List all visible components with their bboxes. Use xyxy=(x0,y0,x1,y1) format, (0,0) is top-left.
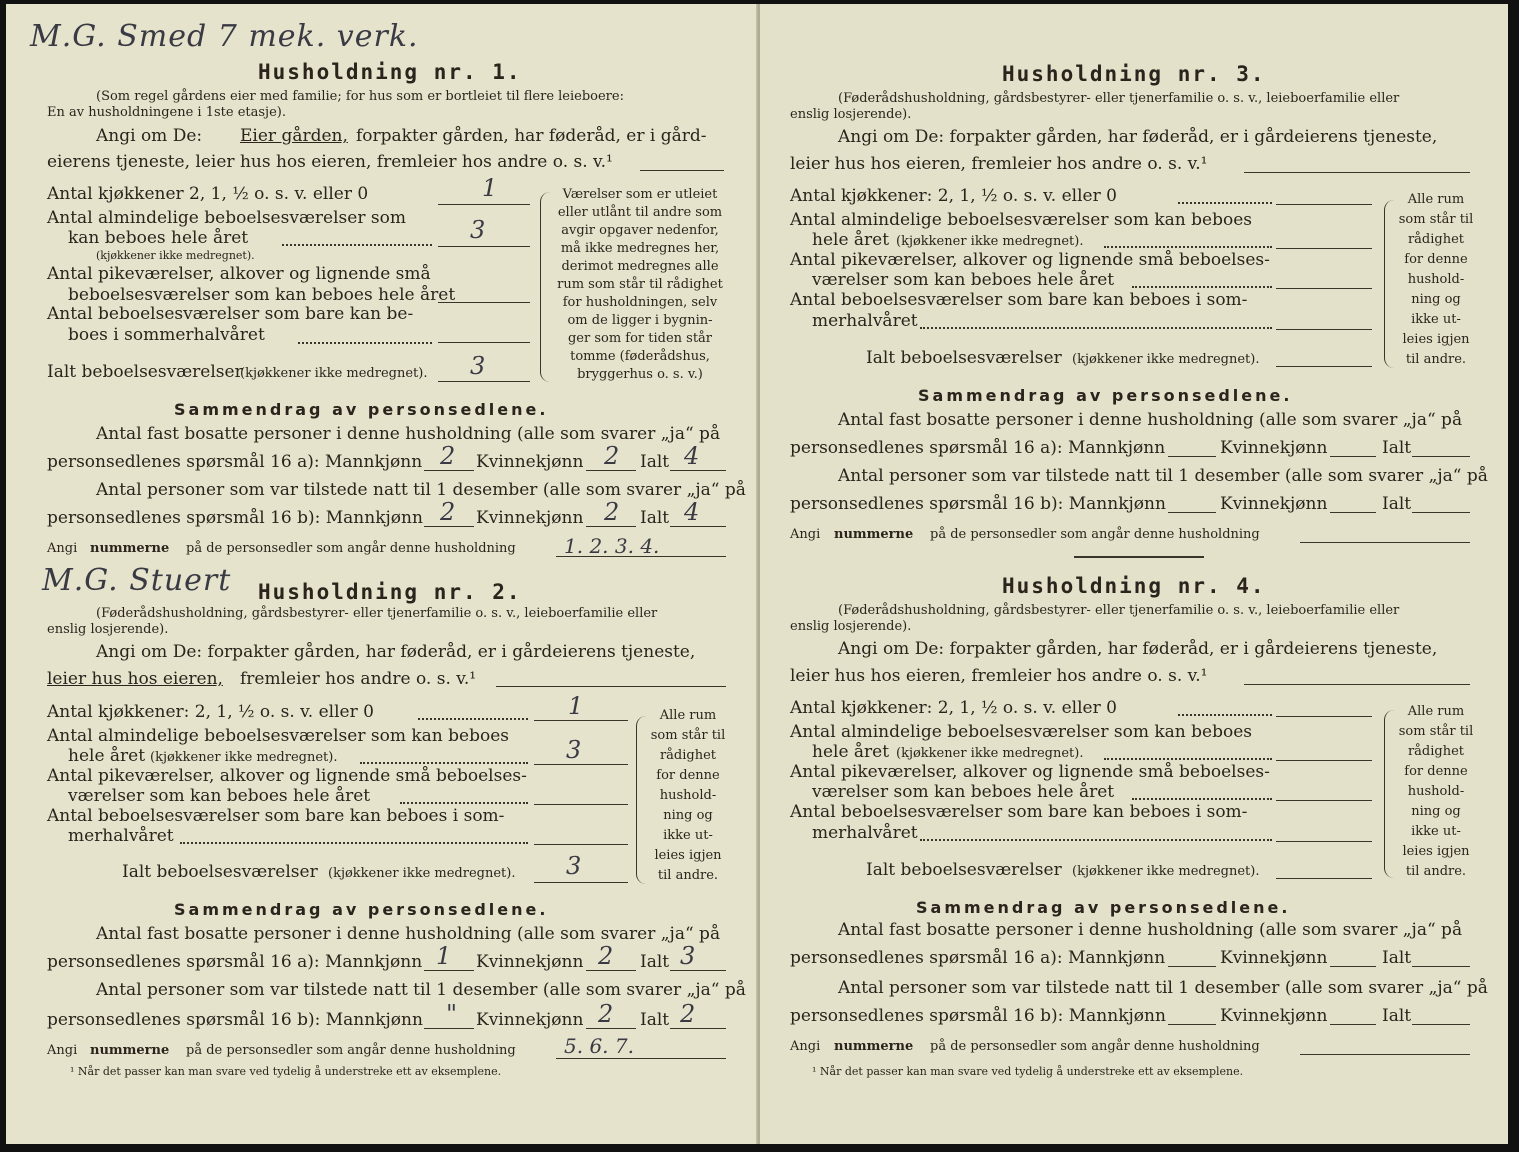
side-note-line: ikke ut- xyxy=(663,828,713,843)
side-note-line: ning og xyxy=(1411,804,1461,819)
h2-pike-label-2: værelser som kan beboes hele året xyxy=(68,786,371,806)
h4-tilst-line-1: Antal personer som var tilstede natt til 1 desember (alle som svarer „ja“ på xyxy=(838,978,1488,998)
h1-summary-title: Sammendrag av personsedlene. xyxy=(174,400,549,419)
h4-intro-2: enslig losjerende). xyxy=(790,619,912,634)
h3-rooms-label-2: hele året xyxy=(812,230,890,250)
h4-fast-kvinne-label: Kvinnekjønn xyxy=(1220,948,1328,968)
h1-fast-line-1: Antal fast bosatte personer i denne husholdning (alle som svarer „ja“ på xyxy=(96,424,721,444)
side-note-line: til andre. xyxy=(657,868,719,883)
h3-side-note xyxy=(1394,190,1478,370)
side-note-line: leies igjen xyxy=(1402,844,1470,859)
side-note-line: rådighet xyxy=(1407,744,1465,759)
h3-summer-label-1: Antal beboelsesværelser som bare kan beboes i som- xyxy=(790,290,1248,310)
h2-fast-line-1: Antal fast bosatte personer i denne husholdning (alle som svarer „ja“ på xyxy=(96,924,721,944)
h2-total-value: 3 xyxy=(566,852,582,880)
h2-angi-1: Angi om De: forpakter gården, har føderåd, er i gårdeierens tjeneste, xyxy=(96,642,696,662)
h1-fast-ialt: 4 xyxy=(684,442,700,470)
side-note-line: som står til xyxy=(650,728,726,743)
h1-tilst-kvinne: 2 xyxy=(604,498,620,526)
h1-angi-num-b: nummerne xyxy=(90,541,170,556)
h2-angi-2a-underlined: leier hus hos eieren, xyxy=(47,669,223,689)
h1-tilst-line-1: Antal personer som var tilstede natt til 1 desember (alle som svarer „ja“ på xyxy=(96,480,746,500)
h3-angi-num-c: på de personsedler som angår denne husholdning xyxy=(930,527,1260,542)
side-note-line: Værelser som er utleiet xyxy=(562,187,718,202)
side-note-line: om de ligger i bygnin- xyxy=(567,313,713,328)
h2-side-note-brace xyxy=(636,716,647,884)
h1-tilst-kvinne-label: Kvinnekjønn xyxy=(476,508,584,528)
h1-fast-kvinne: 2 xyxy=(604,442,620,470)
h3-rooms-note: (kjøkkener ikke medregnet). xyxy=(896,234,1084,249)
h3-tilst-ialt-label: Ialt xyxy=(1382,494,1412,514)
h4-fast-ialt-label: Ialt xyxy=(1382,948,1412,968)
side-note-line: avgir opgaver nedenfor, xyxy=(561,223,719,238)
h2-fast-kvinne-label: Kvinnekjønn xyxy=(476,952,584,972)
h1-kitchens-value: 1 xyxy=(482,174,498,202)
h2-total-note: (kjøkkener ikke medregnet). xyxy=(328,866,516,881)
h1-angi-1b-underlined: Eier gården, xyxy=(240,126,348,146)
h4-side-note xyxy=(1394,702,1478,882)
side-note-line: til andre. xyxy=(1405,864,1467,879)
h2-tilst-mann: " xyxy=(446,1000,458,1028)
h1-fast-kvinne-label: Kvinnekjønn xyxy=(476,452,584,472)
h1-fast-ialt-label: Ialt xyxy=(640,452,670,472)
h3-angi-num-a: Angi xyxy=(790,527,821,542)
side-note-line: rum som står til rådighet xyxy=(557,277,723,292)
h4-total-note: (kjøkkener ikke medregnet). xyxy=(1072,864,1260,879)
h3-intro-1: (Føderådshusholdning, gårdsbestyrer- eller tjenerfamilie o. s. v., leieboerfamilie eller xyxy=(838,91,1400,106)
side-note-line: hushold- xyxy=(1407,784,1465,799)
h2-total-label: Ialt beboelsesværelser xyxy=(122,862,318,882)
h1-rooms-label-2: kan beboes hele året xyxy=(68,228,249,248)
h1-intro-1: (Som regel gårdens eier med familie; for hus som er bortleiet til flere leieboere: xyxy=(96,89,624,104)
h2-pike-label-1: Antal pikeværelser, alkover og lignende små beboelses- xyxy=(47,766,527,786)
h3-fast-line-1: Antal fast bosatte personer i denne husholdning (alle som svarer „ja“ på xyxy=(838,410,1463,430)
side-note-line: Alle rum xyxy=(1407,704,1465,719)
h4-summary-title: Sammendrag av personsedlene. xyxy=(916,898,1291,917)
h4-tilst-line-2: personsedlenes spørsmål 16 b): Mannkjønn xyxy=(790,1006,1166,1026)
side-note-line: rådighet xyxy=(1407,232,1465,247)
h3-fast-ialt-label: Ialt xyxy=(1382,438,1412,458)
h3-summary-title: Sammendrag av personsedlene. xyxy=(918,386,1293,405)
handwritten-margin-note-top: M.G. Smed 7 mek. verk. xyxy=(30,19,419,54)
h2-angi-num-b: nummerne xyxy=(90,1043,170,1058)
h2-rooms-label-1: Antal almindelige beboelsesværelser som kan beboes xyxy=(47,726,509,746)
h2-summer-label-2: merhalvåret xyxy=(68,826,174,846)
h3-kitchens-label: Antal kjøkkener: 2, 1, ½ o. s. v. eller 0 xyxy=(790,186,1117,206)
h2-rooms-label-2: hele året xyxy=(68,746,146,766)
h3-angi-1: Angi om De: forpakter gården, har føderåd, er i gårdeierens tjeneste, xyxy=(838,127,1438,147)
h4-fast-line-2: personsedlenes spørsmål 16 a): Mannkjønn xyxy=(790,948,1166,968)
side-note-line: bryggerhus o. s. v.) xyxy=(577,367,703,382)
side-note-line: for denne xyxy=(656,768,720,783)
h1-rooms-label-3: (kjøkkener ikke medregnet). xyxy=(96,249,255,262)
h1-pike-label-1: Antal pikeværelser, alkover og lignende små xyxy=(47,264,431,284)
h2-title: Husholdning nr. 2. xyxy=(258,580,522,604)
side-note-line: for denne xyxy=(1404,764,1468,779)
h1-summer-label-2: boes i sommerhalvåret xyxy=(68,325,265,345)
side-note-line: Alle rum xyxy=(1407,192,1465,207)
h1-total-note: (kjøkkener ikke medregnet). xyxy=(240,366,428,381)
section-divider xyxy=(1074,556,1204,558)
side-note-line: Alle rum xyxy=(659,708,717,723)
side-note-line: som står til xyxy=(1398,724,1474,739)
h4-rooms-label-2: hele året xyxy=(812,742,890,762)
h2-tilst-kvinne-label: Kvinnekjønn xyxy=(476,1010,584,1030)
side-note-line: ning og xyxy=(1411,292,1461,307)
h1-rooms-value: 3 xyxy=(470,216,486,244)
h1-tilst-line-2: personsedlenes spørsmål 16 b): Mannkjønn xyxy=(47,508,423,528)
h3-angi-num-b: nummerne xyxy=(834,527,914,542)
h4-summer-label-1: Antal beboelsesværelser som bare kan beboes i som- xyxy=(790,802,1248,822)
h1-angi-num-value: 1. 2. 3. 4. xyxy=(564,534,660,558)
h1-fast-mann: 2 xyxy=(440,442,456,470)
side-note-line: som står til xyxy=(1398,212,1474,227)
side-note-line: hushold- xyxy=(659,788,717,803)
h2-kitchens-value: 1 xyxy=(568,692,584,720)
h2-angi-num-value: 5. 6. 7. xyxy=(564,1034,634,1058)
side-note-line: derimot medregnes alle xyxy=(561,259,719,274)
h2-fast-kvinne: 2 xyxy=(598,942,614,970)
h1-rooms-label-1: Antal almindelige beboelsesværelser som xyxy=(47,208,406,228)
h1-tilst-mann: 2 xyxy=(440,498,456,526)
h2-kitchens-label: Antal kjøkkener: 2, 1, ½ o. s. v. eller 0 xyxy=(47,702,374,722)
h2-fast-mann: 1 xyxy=(436,942,452,970)
h4-tilst-kvinne-label: Kvinnekjønn xyxy=(1220,1006,1328,1026)
h2-tilst-ialt: 2 xyxy=(680,1000,696,1028)
h1-angi-num-c: på de personsedler som angår denne husholdning xyxy=(186,541,516,556)
h4-fast-line-1: Antal fast bosatte personer i denne husholdning (alle som svarer „ja“ på xyxy=(838,920,1463,940)
h2-side-note xyxy=(648,706,728,886)
h2-fast-line-2: personsedlenes spørsmål 16 a): Mannkjønn xyxy=(47,952,423,972)
h3-tilst-line-1: Antal personer som var tilstede natt til 1 desember (alle som svarer „ja“ på xyxy=(838,466,1488,486)
handwritten-margin-note-middle: M.G. Stuert xyxy=(42,563,232,598)
h2-fast-ialt: 3 xyxy=(680,942,696,970)
h2-rooms-value: 3 xyxy=(566,736,582,764)
h3-tilst-line-2: personsedlenes spørsmål 16 b): Mannkjønn xyxy=(790,494,1166,514)
side-note-line: til andre. xyxy=(1405,352,1467,367)
h3-title: Husholdning nr. 3. xyxy=(1002,62,1266,86)
side-note-line: hushold- xyxy=(1407,272,1465,287)
h4-title: Husholdning nr. 4. xyxy=(1002,574,1266,598)
side-note-line: må ikke medregnes her, xyxy=(560,241,720,256)
h2-rooms-note: (kjøkkener ikke medregnet). xyxy=(150,750,338,765)
h4-angi-2: leier hus hos eieren, fremleier hos andre o. s. v.¹ xyxy=(790,666,1208,686)
h2-tilst-ialt-label: Ialt xyxy=(640,1010,670,1030)
h1-fast-line-2: personsedlenes spørsmål 16 a): Mannkjønn xyxy=(47,452,423,472)
h3-intro-2: enslig losjerende). xyxy=(790,107,912,122)
h4-kitchens-label: Antal kjøkkener: 2, 1, ½ o. s. v. eller 0 xyxy=(790,698,1117,718)
h1-title: Husholdning nr. 1. xyxy=(258,60,522,84)
side-note-line: leies igjen xyxy=(1402,332,1470,347)
h4-total-label: Ialt beboelsesværelser xyxy=(866,860,1062,880)
h3-rooms-label-1: Antal almindelige beboelsesværelser som kan beboes xyxy=(790,210,1252,230)
side-note-line: ger som for tiden står xyxy=(567,331,713,346)
h3-total-note: (kjøkkener ikke medregnet). xyxy=(1072,352,1260,367)
h3-total-label: Ialt beboelsesværelser xyxy=(866,348,1062,368)
h3-fast-line-2: personsedlenes spørsmål 16 a): Mannkjønn xyxy=(790,438,1166,458)
h3-summer-label-2: merhalvåret xyxy=(812,311,918,331)
side-note-line: for denne xyxy=(1404,252,1468,267)
h1-angi-2: eierens tjeneste, leier hus hos eieren, fremleier hos andre o. s. v.¹ xyxy=(47,152,613,172)
h2-intro-2: enslig losjerende). xyxy=(47,622,169,637)
h4-angi-1: Angi om De: forpakter gården, har føderåd, er i gårdeierens tjeneste, xyxy=(838,639,1438,659)
h3-pike-label-2: værelser som kan beboes hele året xyxy=(812,270,1115,290)
h4-summer-label-2: merhalvåret xyxy=(812,823,918,843)
side-note-line: ning og xyxy=(663,808,713,823)
h1-pike-label-2: beboelsesværelser som kan beboes hele året xyxy=(68,285,456,305)
h4-pike-label-1: Antal pikeværelser, alkover og lignende små beboelses- xyxy=(790,762,1270,782)
h4-tilst-ialt-label: Ialt xyxy=(1382,1006,1412,1026)
h1-tilst-ialt: 4 xyxy=(684,498,700,526)
side-note-line: tomme (føderådshus, xyxy=(570,349,710,364)
h4-pike-label-2: værelser som kan beboes hele året xyxy=(812,782,1115,802)
h1-total-label: Ialt beboelsesværelser xyxy=(47,362,243,382)
h3-tilst-kvinne-label: Kvinnekjønn xyxy=(1220,494,1328,514)
side-note-line: leies igjen xyxy=(654,848,722,863)
h2-summer-label-1: Antal beboelsesværelser som bare kan beboes i som- xyxy=(47,806,505,826)
h1-intro-2: En av husholdningene i 1ste etasje). xyxy=(47,105,286,120)
h1-total-value: 3 xyxy=(470,352,486,380)
h3-fast-kvinne-label: Kvinnekjønn xyxy=(1220,438,1328,458)
h4-angi-num-c: på de personsedler som angår denne husholdning xyxy=(930,1039,1260,1054)
h4-rooms-label-1: Antal almindelige beboelsesværelser som kan beboes xyxy=(790,722,1252,742)
h1-angi-num-a: Angi xyxy=(47,541,78,556)
side-note-line: rådighet xyxy=(659,748,717,763)
h1-side-note xyxy=(552,186,728,384)
side-note-line: ikke ut- xyxy=(1411,824,1461,839)
h2-intro-1: (Føderådshusholdning, gårdsbestyrer- eller tjenerfamilie o. s. v., leieboerfamilie eller xyxy=(96,606,658,621)
h2-fast-ialt-label: Ialt xyxy=(640,952,670,972)
h1-tilst-ialt-label: Ialt xyxy=(640,508,670,528)
h1-kitchens-label: Antal kjøkkener 2, 1, ½ o. s. v. eller 0 xyxy=(47,184,369,204)
h1-summer-label-1: Antal beboelsesværelser som bare kan be- xyxy=(47,304,414,324)
h2-tilst-kvinne: 2 xyxy=(598,1000,614,1028)
h4-rooms-note: (kjøkkener ikke medregnet). xyxy=(896,746,1084,761)
h3-pike-label-1: Antal pikeværelser, alkover og lignende små beboelses- xyxy=(790,250,1270,270)
side-note-line: ikke ut- xyxy=(1411,312,1461,327)
h2-angi-num-c: på de personsedler som angår denne husholdning xyxy=(186,1043,516,1058)
h2-tilst-line-2: personsedlenes spørsmål 16 b): Mannkjønn xyxy=(47,1010,423,1030)
left-footnote: ¹ Når det passer kan man svare ved tydelig å understreke ett av eksemplene. xyxy=(70,1065,502,1078)
h4-angi-num-b: nummerne xyxy=(834,1039,914,1054)
h3-angi-2: leier hus hos eieren, fremleier hos andre o. s. v.¹ xyxy=(790,154,1208,174)
h2-angi-2b: fremleier hos andre o. s. v.¹ xyxy=(240,669,477,689)
h4-intro-1: (Føderådshusholdning, gårdsbestyrer- eller tjenerfamilie o. s. v., leieboerfamilie eller xyxy=(838,603,1400,618)
h4-angi-num-a: Angi xyxy=(790,1039,821,1054)
h1-side-note-brace xyxy=(540,192,551,382)
side-note-line: eller utlånt til andre som xyxy=(557,205,723,220)
h1-angi-1c: forpakter gården, har føderåd, er i gård- xyxy=(356,126,707,146)
h2-angi-num-a: Angi xyxy=(47,1043,78,1058)
h2-summary-title: Sammendrag av personsedlene. xyxy=(174,900,549,919)
side-note-line: for husholdningen, selv xyxy=(562,295,718,310)
h1-angi-1a: Angi om De: xyxy=(96,126,203,146)
right-footnote: ¹ Når det passer kan man svare ved tydelig å understreke ett av eksemplene. xyxy=(812,1065,1244,1078)
h2-tilst-line-1: Antal personer som var tilstede natt til 1 desember (alle som svarer „ja“ på xyxy=(96,980,746,1000)
